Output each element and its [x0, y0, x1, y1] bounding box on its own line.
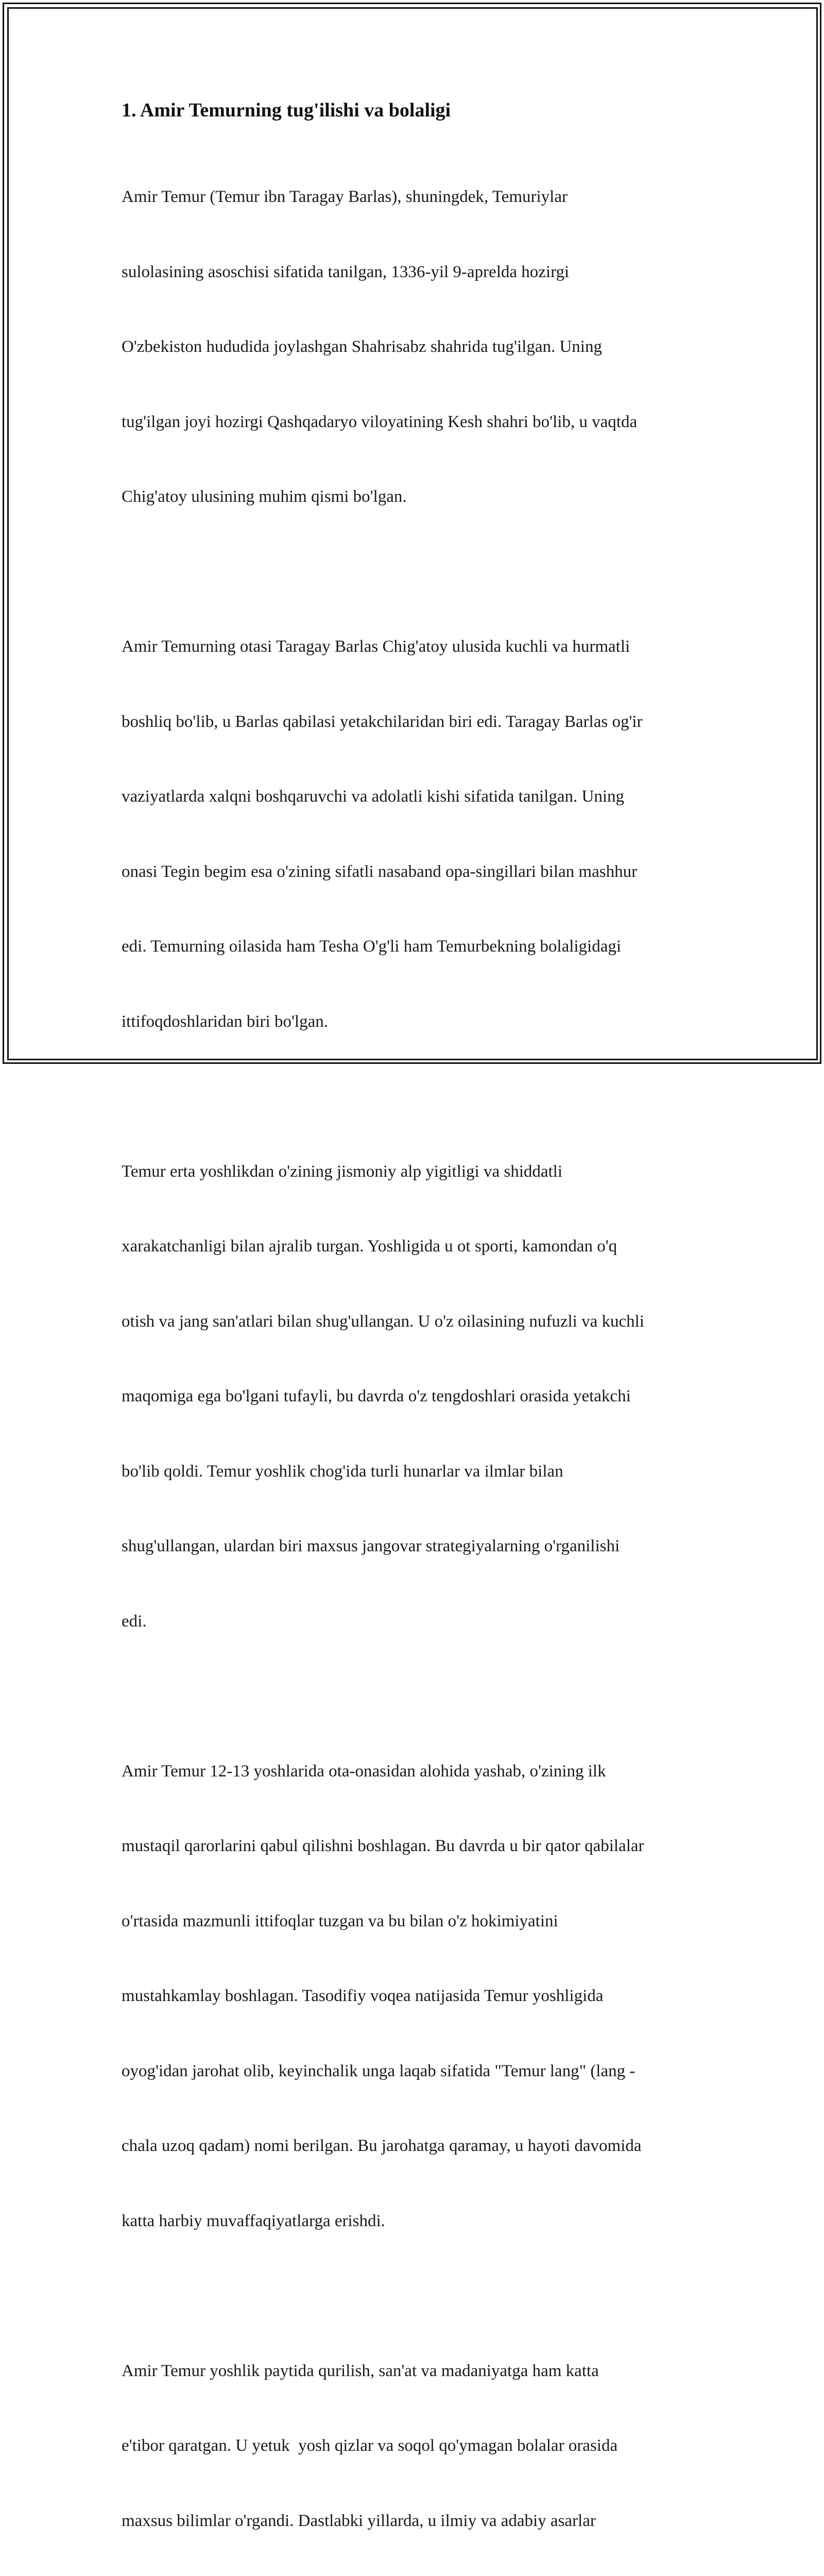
text-line: shug'ullangan, ulardan biri maxsus jangovar strategiyalarning o'rganilishi — [122, 1534, 709, 1559]
text-line: chala uzoq qadam) nomi berilgan. Bu jarohatga qaramay, u hayoti davomida — [122, 2133, 709, 2159]
text-line: o'rtasida mazmunli ittifoqlar tuzgan va bu bilan o'z hokimiyatini — [122, 1909, 709, 1934]
text-line: Amir Temurning otasi Taragay Barlas Chig'atoy ulusida kuchli va hurmatli — [122, 634, 709, 659]
paragraph-youth — [122, 1109, 709, 1684]
text-line: Chig'atoy ulusining muhim qismi bo'lgan. — [122, 484, 709, 510]
text-line: e'tibor qaratgan. U yetuk yosh qizlar va soqol qo'ymagan bolalar orasida — [122, 2433, 709, 2459]
text-line: xarakatchanligi bilan ajralib turgan. Yoshligida u ot sporti, kamondan o'q — [122, 1234, 709, 1259]
paragraph-culture — [122, 2309, 709, 2576]
text-line: katta harbiy muvaffaqiyatlarga erishdi. — [122, 2209, 709, 2234]
text-line: otish va jang san'atlari bilan shug'ullangan. U o'z oilasining nufuzli va kuchli — [122, 1309, 709, 1334]
paragraph-spacer — [122, 1084, 709, 1109]
paragraph-independence — [122, 1709, 709, 2284]
text-line: sulolasining asoschisi sifatida tanilgan, 1336-yil 9-aprelda hozirgi — [122, 260, 709, 285]
text-line: Amir Temur 12-13 yoshlarida ota-onasidan alohida yashab, o'zining ilk — [122, 1759, 709, 1784]
text-line: oyog'idan jarohat olib, keyinchalik unga laqab sifatida "Temur lang" (lang - — [122, 2059, 709, 2084]
text-line: tug'ilgan joyi hozirgi Qashqadaryo viloyatining Kesh shahri bo'lib, u vaqtda — [122, 410, 709, 435]
text-line: edi. Temurning oilasida ham Tesha O'g'li ham Temurbekning bolaligidagi — [122, 934, 709, 959]
text-line: boshliq bo'lib, u Barlas qabilasi yetakchilaridan biri edi. Taragay Barlas og'ir — [122, 709, 709, 735]
document-body — [122, 95, 709, 2576]
paragraph-spacer — [122, 1684, 709, 1709]
text-line: mustahkamlay boshlagan. Tasodifiy voqea natijasida Temur yoshligida — [122, 1984, 709, 2009]
text-line: Temur erta yoshlikdan o'zining jismoniy alp yigitligi va shiddatli — [122, 1159, 709, 1184]
text-line: edi. — [122, 1609, 709, 1634]
text-line: ittifoqdoshlaridan biri bo'lgan. — [122, 1009, 709, 1035]
text-line: onasi Tegin begim esa o'zining sifatli nasaband opa-singillari bilan mashhur — [122, 859, 709, 885]
text-line: vaziyatlarda xalqni boshqaruvchi va adolatli kishi sifatida tanilgan. Uning — [122, 784, 709, 809]
text-line: Amir Temur yoshlik paytida qurilish, san'at va madaniyatga ham katta — [122, 2359, 709, 2384]
text-line: maqomiga ega bo'lgani tufayli, bu davrda o'z tengdoshlari orasida yetakchi — [122, 1384, 709, 1409]
text-line: O'zbekiston hududida joylashgan Shahrisabz shahrida tug'ilgan. Uning — [122, 334, 709, 360]
text-line: Amir Temur (Temur ibn Taragay Barlas), shuningdek, Temuriylar — [122, 184, 709, 210]
text-line: bo'lib qoldi. Temur yoshlik chog'ida turli hunarlar va ilmlar bilan — [122, 1459, 709, 1484]
paragraph-spacer — [122, 2283, 709, 2309]
text-line: maxsus bilimlar o'rgandi. Dastlabki yillarda, u ilmiy va adabiy asarlar — [122, 2509, 709, 2534]
paragraph-parents — [122, 584, 709, 1084]
paragraph-birth — [122, 134, 709, 560]
text-line: mustaqil qarorlarini qabul qilishni boshlagan. Bu davrda u bir qator qabilalar — [122, 1834, 709, 1859]
paragraph-spacer — [122, 560, 709, 585]
section-heading: 1. Amir Temurning tug'ilishi va bolaligi — [122, 95, 709, 125]
